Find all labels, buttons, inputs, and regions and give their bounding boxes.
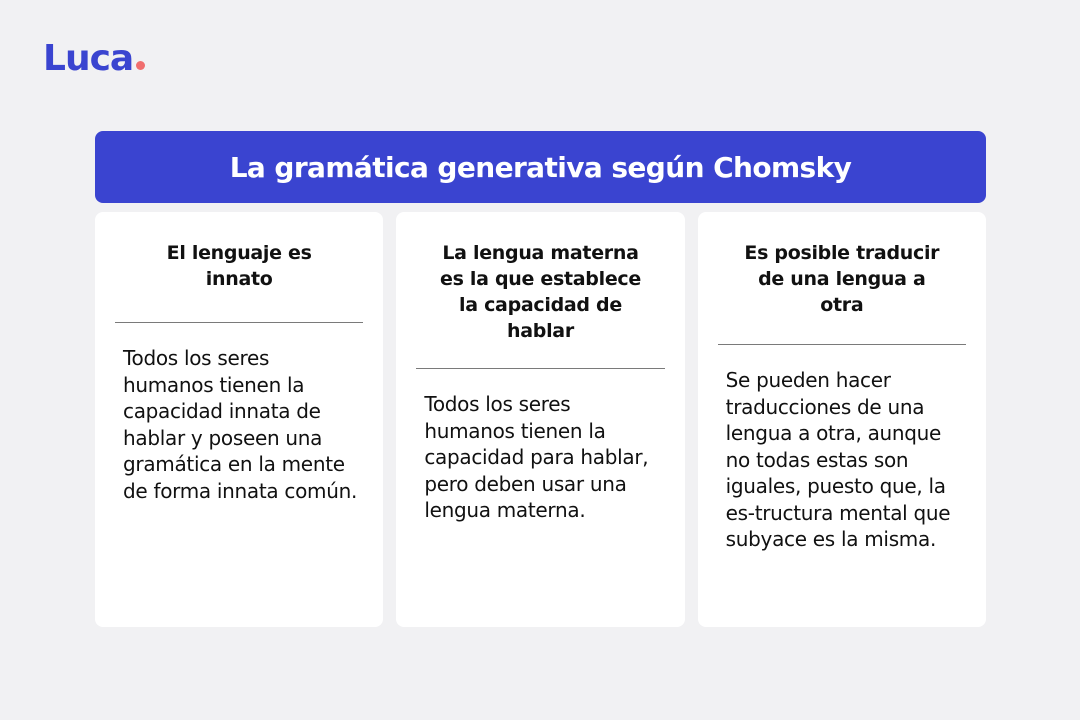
card-language-innate [95,212,383,627]
card-body: Se pueden hacer traducciones de una lengua a otra, aunque no todas estas son iguales, puesto que, la es-tructura mental que subyace es la misma. [725,368,951,551]
card-heading: La lengua materna es la que establece la capacidad de hablar [440,242,641,342]
brand-logo [43,38,145,79]
brand-name: Luca [43,38,134,79]
card-heading: El lenguaje es innato [166,242,312,290]
page-title: La gramática generativa según Chomsky [229,150,852,184]
cards-row [95,212,986,627]
card-body: Todos los seres humanos tienen la capacidad para hablar, pero deben usar una lengua materna. [424,392,649,522]
brand-dot-icon [136,61,145,70]
card-body: Todos los seres humanos tienen la capacidad innata de hablar y poseen una gramática en la mente de forma innata común. [123,346,358,503]
card-translation [698,212,986,627]
card-divider [718,344,966,345]
card-divider [115,322,363,323]
card-divider [416,368,664,369]
card-mother-tongue [396,212,684,627]
title-banner [95,131,986,203]
card-heading: Es posible traducir de una lengua a otra [744,242,940,316]
